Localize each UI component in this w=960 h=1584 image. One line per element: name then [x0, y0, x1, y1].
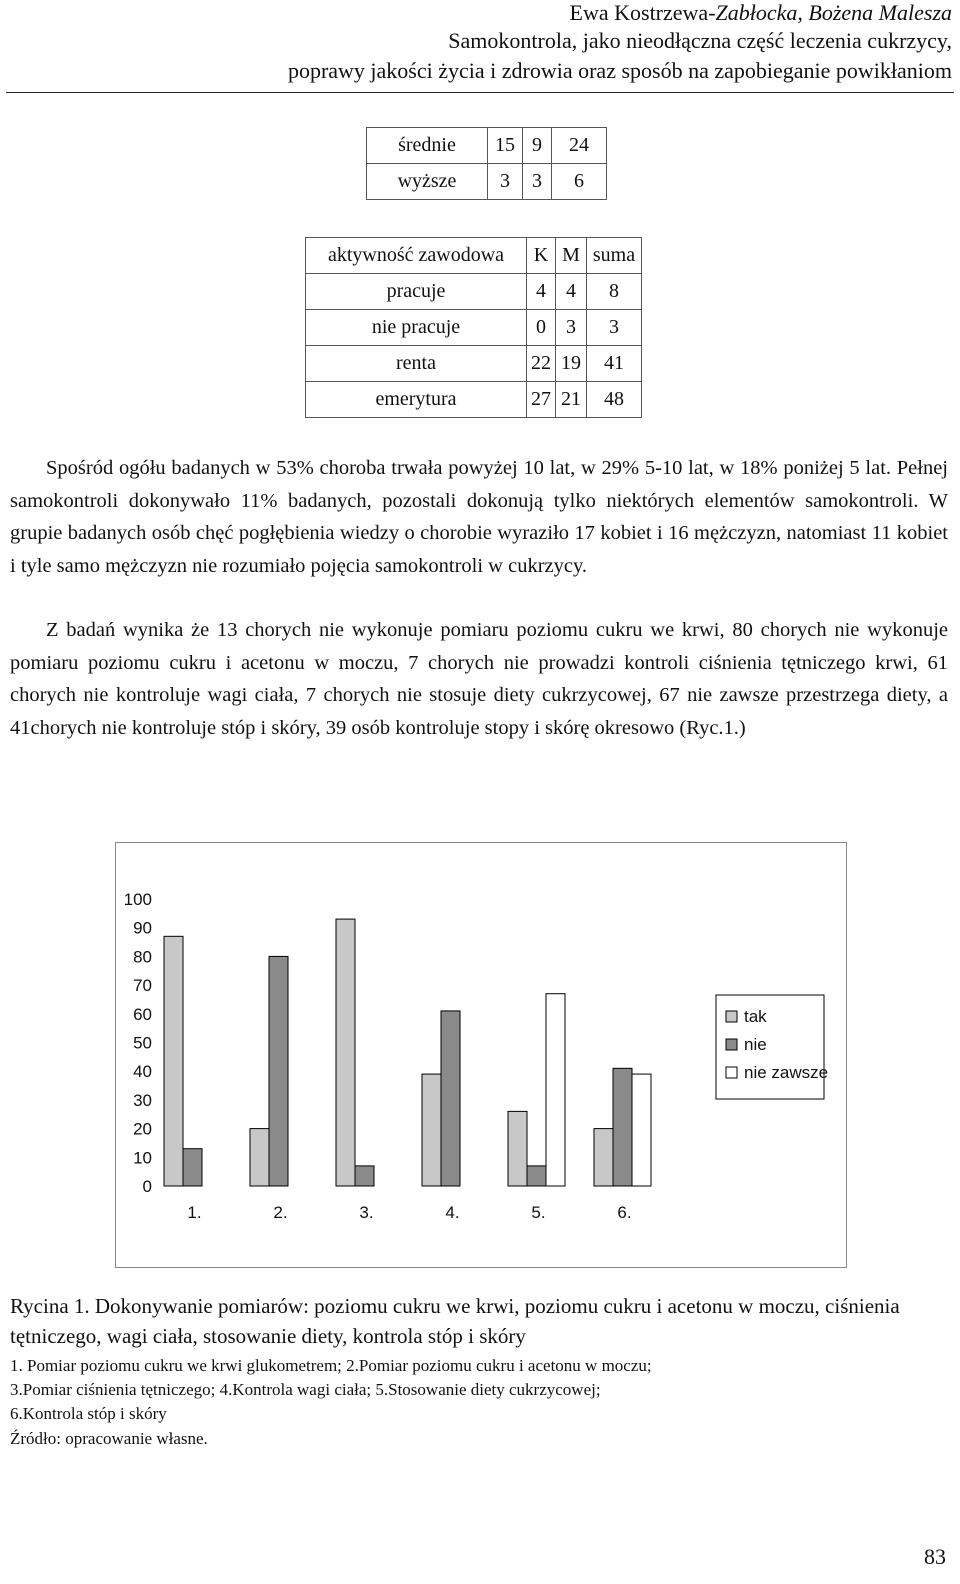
- bar-tak-3: [336, 919, 355, 1186]
- chart-frame: [115, 842, 847, 1268]
- y-tick-label: 70: [133, 976, 152, 996]
- bar-nie-2: [269, 956, 288, 1186]
- paragraph-text: Z badań wynika że 13 chorych nie wykonuje pomiaru poziomu cukru we krwi, 80 chorych nie wykonuje pomiaru poziomu cukru i acetonu w moczu, 7 chorych nie prowadzi kontroli ciśnienia tętniczego krwi, 61 chorych nie kontroluje wagi ciała, 7 chorych nie stosuje diety cukrzycowej, 67 nie zawsze przestrzega diety, a 41chorych nie kontroluje stóp i skóry, 39 osób kontroluje stopy i skórę okresowo (Ryc.1.): [10, 619, 948, 739]
- bar-nie-6: [613, 1068, 632, 1186]
- legend-swatch-tak: [726, 1011, 737, 1022]
- table-cell: 6: [552, 164, 607, 200]
- header-divider: [6, 92, 954, 93]
- table-header-cell: M: [556, 238, 587, 274]
- table-row: [367, 164, 607, 200]
- bar-tak-6: [594, 1129, 613, 1186]
- table-cell: 0: [527, 310, 556, 346]
- table-cell: 24: [552, 128, 607, 164]
- table-cell: 4: [527, 274, 556, 310]
- page-number: 83: [924, 1544, 946, 1569]
- table-cell: 48: [587, 382, 642, 418]
- figure-source: Źródło: opracowanie własne.: [10, 1429, 208, 1448]
- table-cell: 15: [488, 128, 523, 164]
- y-tick-label: 30: [133, 1090, 152, 1110]
- y-tick-label: 90: [133, 918, 152, 938]
- legend-label-tak: tak: [744, 1007, 767, 1026]
- bar-tak-2: [250, 1129, 269, 1186]
- legend-label-nie-zawsze: nie zawsze: [744, 1063, 829, 1082]
- x-tick-label: 3.: [359, 1203, 374, 1222]
- y-tick-label: 100: [123, 890, 152, 909]
- paragraph-text: Spośród ogółu badanych w 53% choroba trwała powyżej 10 lat, w 29% 5-10 lat, w 18% poniżej 5 lat. Pełnej samokontroli dokonywało 11% badanych, pozostali dokonują tylko niektórych elementów samokontroli. W grupie badanych osób chęć pogłębienia wiedzy o chorobie wyraziło 17 kobiet i 16 mężczyzn, natomiast 11 kobiet i tyle samo mężczyzn nie rozumiało pojęcia samokontroli w cukrzycy.: [10, 457, 948, 577]
- table-header-row: [306, 238, 642, 274]
- table-cell: 19: [556, 346, 587, 382]
- bar-tak-4: [422, 1074, 441, 1186]
- paragraph-self-control-results: [10, 614, 948, 744]
- bar-nie-5: [527, 1166, 546, 1186]
- y-tick-label: 0: [142, 1177, 152, 1196]
- legend-swatch-nie-zawsze: [726, 1067, 737, 1078]
- table-cell: 9: [523, 128, 552, 164]
- header-authors: [0, 0, 952, 26]
- table-cell: 3: [523, 164, 552, 200]
- x-tick-label: 4.: [445, 1203, 460, 1222]
- y-tick-label: 50: [133, 1033, 152, 1053]
- bar-nie-1: [183, 1149, 202, 1186]
- paragraph-disease-duration: [10, 452, 948, 582]
- bar-nie-zawsze-6: [632, 1074, 651, 1186]
- figure-caption: Rycina 1. Dokonywanie pomiarów: poziomu cukru we krwi, poziomu cukru i acetonu w moczu, ciśnienia tętniczego, wagi ciała, stosowanie diety, kontrola stóp i skóry: [10, 1294, 900, 1348]
- table-cell: emerytura: [306, 382, 527, 418]
- x-tick-label: 5.: [531, 1203, 546, 1222]
- table-cell: 21: [556, 382, 587, 418]
- table-header-cell: K: [527, 238, 556, 274]
- table-cell: 8: [587, 274, 642, 310]
- table-header-cell: aktywność zawodowa: [306, 238, 527, 274]
- running-header: [0, 0, 952, 86]
- table-cell: pracuje: [306, 274, 527, 310]
- bar-nie-zawsze-5: [546, 994, 565, 1186]
- figure-note-line3: 6.Kontrola stóp i skóry: [10, 1404, 167, 1423]
- y-tick-label: 40: [133, 1062, 152, 1082]
- table-header-cell: suma: [587, 238, 642, 274]
- legend-swatch-nie: [726, 1039, 737, 1050]
- bar-tak-1: [164, 936, 183, 1186]
- header-author-italic: Zabłocka, Bożena Malesza: [715, 0, 952, 25]
- table-cell: wyższe: [367, 164, 488, 200]
- table-cell: nie pracuje: [306, 310, 527, 346]
- table-cell: 3: [587, 310, 642, 346]
- work-activity-table: [305, 237, 642, 418]
- table-cell: 41: [587, 346, 642, 382]
- y-tick-label: 80: [133, 947, 152, 967]
- bar-nie-4: [441, 1011, 460, 1186]
- legend-label-nie: nie: [744, 1035, 767, 1054]
- y-tick-label: 60: [133, 1004, 152, 1024]
- table-row: [306, 274, 642, 310]
- table-row: [367, 128, 607, 164]
- x-tick-label: 6.: [617, 1203, 632, 1222]
- header-title-line1: Samokontrola, jako nieodłączna część leczenia cukrzycy,: [448, 28, 952, 53]
- figure-note-line2: 3.Pomiar ciśnienia tętniczego; 4.Kontrola wagi ciała; 5.Stosowanie diety cukrzycowej;: [10, 1380, 601, 1399]
- x-tick-label: 1.: [187, 1203, 202, 1222]
- education-table: [366, 127, 607, 200]
- header-author-plain: Ewa Kostrzewa-: [569, 0, 716, 25]
- table-row: [306, 346, 642, 382]
- table-cell: 3: [556, 310, 587, 346]
- table-cell: 22: [527, 346, 556, 382]
- bar-tak-5: [508, 1111, 527, 1186]
- y-tick-label: 20: [133, 1119, 152, 1139]
- table-row: [306, 382, 642, 418]
- figure-note-line1: 1. Pomiar poziomu cukru we krwi glukometrem; 2.Pomiar poziomu cukru i acetonu w moczu;: [10, 1356, 652, 1375]
- x-tick-label: 2.: [273, 1203, 288, 1222]
- header-title-line2: poprawy jakości życia i zdrowia oraz sposób na zapobieganie powikłaniom: [287, 58, 952, 83]
- table-row: [306, 310, 642, 346]
- bar-nie-3: [355, 1166, 374, 1186]
- bar-chart: [116, 843, 846, 1267]
- table-cell: średnie: [367, 128, 488, 164]
- y-tick-label: 10: [133, 1148, 152, 1168]
- table-cell: 4: [556, 274, 587, 310]
- table-cell: 27: [527, 382, 556, 418]
- table-cell: 3: [488, 164, 523, 200]
- table-cell: renta: [306, 346, 527, 382]
